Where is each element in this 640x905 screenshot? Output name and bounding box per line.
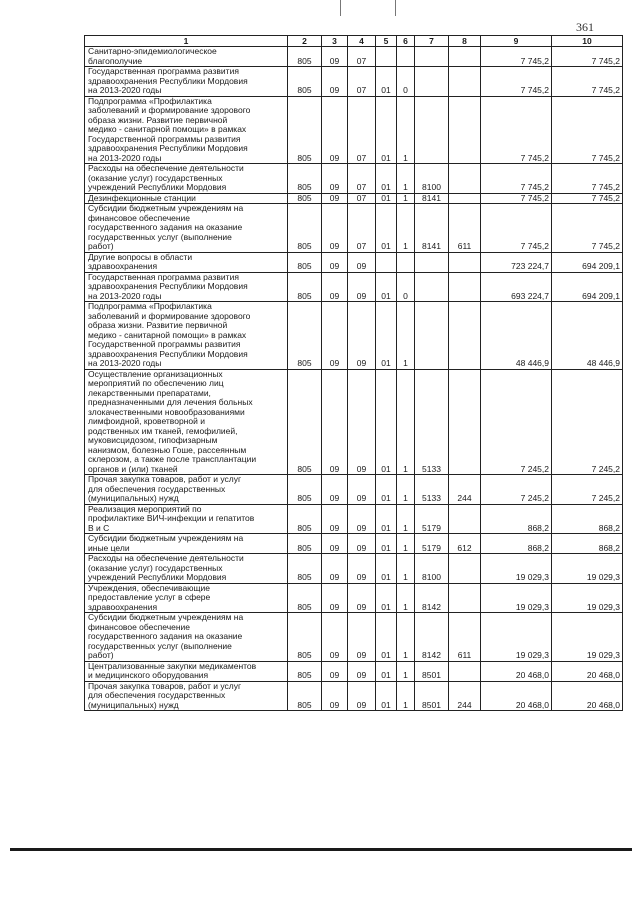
amount-year-2: 20 468,0 [552, 681, 623, 711]
table-row [85, 67, 623, 97]
item-name: Субсидии бюджетным учреждениям на финансовое обеспечение государственного задания на оказание государственных услуг (выполнение работ) [85, 204, 288, 253]
amount-year-2: 868,2 [552, 504, 623, 534]
item-name: Прочая закупка товаров, работ и услуг для обеспечения государственных (муниципальных) нужд [85, 475, 288, 505]
target-article-code: 8501 [415, 681, 449, 711]
subsection-code: 07 [348, 204, 376, 253]
subprogram-code: 1 [397, 504, 415, 534]
section-code: 09 [322, 475, 348, 505]
table-row [85, 193, 623, 204]
target-article-code: 8100 [415, 164, 449, 194]
subsection-code: 09 [348, 554, 376, 584]
department-code: 805 [288, 475, 322, 505]
section-code: 09 [322, 554, 348, 584]
expense-type-code: 244 [449, 681, 481, 711]
table-row [85, 164, 623, 194]
target-article-code [415, 96, 449, 164]
item-name: Другие вопросы в области здравоохранения [85, 252, 288, 272]
section-code: 09 [322, 272, 348, 302]
section-code: 09 [322, 613, 348, 662]
item-name: Расходы на обеспечение деятельности (оказание услуг) государственных учреждений Республики Мордовия [85, 164, 288, 194]
table-row [85, 369, 623, 475]
target-article-code: 8142 [415, 613, 449, 662]
subsection-code: 09 [348, 661, 376, 681]
scan-mark-right [395, 0, 396, 16]
expense-type-code [449, 252, 481, 272]
section-code: 09 [322, 164, 348, 194]
amount-year-1: 868,2 [481, 534, 552, 554]
amount-year-2: 48 446,9 [552, 302, 623, 370]
department-code: 805 [288, 661, 322, 681]
department-code: 805 [288, 302, 322, 370]
expense-type-code [449, 47, 481, 67]
table-row [85, 554, 623, 584]
subsection-code: 07 [348, 67, 376, 97]
table-row [85, 661, 623, 681]
column-header-5: 5 [376, 36, 397, 47]
amount-year-1: 723 224,7 [481, 252, 552, 272]
amount-year-1: 7 745,2 [481, 67, 552, 97]
department-code: 805 [288, 272, 322, 302]
subprogram-code: 1 [397, 661, 415, 681]
item-name: Прочая закупка товаров, работ и услуг для обеспечения государственных (муниципальных) нужд [85, 681, 288, 711]
subprogram-code: 1 [397, 475, 415, 505]
item-name: Государственная программа развития здравоохранения Республики Мордовия на 2013-2020 годы [85, 272, 288, 302]
column-header-3: 3 [322, 36, 348, 47]
target-article-code: 8142 [415, 583, 449, 613]
amount-year-1: 19 029,3 [481, 613, 552, 662]
item-name: Субсидии бюджетным учреждениям на иные цели [85, 534, 288, 554]
subsection-code: 09 [348, 302, 376, 370]
target-article-code: 5179 [415, 504, 449, 534]
subsection-code: 09 [348, 272, 376, 302]
amount-year-1: 7 745,2 [481, 193, 552, 204]
expense-type-code [449, 369, 481, 475]
program-code: 01 [376, 204, 397, 253]
subsection-code: 09 [348, 252, 376, 272]
expense-type-code [449, 96, 481, 164]
expense-type-code [449, 272, 481, 302]
program-code: 01 [376, 583, 397, 613]
subprogram-code: 1 [397, 583, 415, 613]
column-header-9: 9 [481, 36, 552, 47]
table-row [85, 681, 623, 711]
amount-year-2: 7 745,2 [552, 67, 623, 97]
department-code: 805 [288, 554, 322, 584]
table-row [85, 96, 623, 164]
subprogram-code: 1 [397, 369, 415, 475]
amount-year-2: 694 209,1 [552, 252, 623, 272]
subprogram-code: 1 [397, 204, 415, 253]
section-code: 09 [322, 47, 348, 67]
column-header-8: 8 [449, 36, 481, 47]
page-number: 361 [576, 20, 594, 34]
table-row [85, 504, 623, 534]
program-code: 01 [376, 661, 397, 681]
amount-year-1: 48 446,9 [481, 302, 552, 370]
column-header-2: 2 [288, 36, 322, 47]
program-code: 01 [376, 475, 397, 505]
amount-year-1: 7 745,2 [481, 164, 552, 194]
item-name: Расходы на обеспечение деятельности (оказание услуг) государственных учреждений Республики Мордовия [85, 554, 288, 584]
section-code: 09 [322, 67, 348, 97]
table-row [85, 272, 623, 302]
table-body [85, 47, 623, 711]
table-row [85, 613, 623, 662]
item-name: Реализация мероприятий по профилактике ВИЧ-инфекции и гепатитов В и С [85, 504, 288, 534]
section-code: 09 [322, 252, 348, 272]
table-row [85, 475, 623, 505]
amount-year-2: 19 029,3 [552, 583, 623, 613]
department-code: 805 [288, 369, 322, 475]
expense-type-code: 612 [449, 534, 481, 554]
column-header-10: 10 [552, 36, 623, 47]
amount-year-2: 7 745,2 [552, 204, 623, 253]
item-name: Санитарно-эпидемиологическое благополучие [85, 47, 288, 67]
section-code: 09 [322, 534, 348, 554]
subsection-code: 09 [348, 475, 376, 505]
section-code: 09 [322, 193, 348, 204]
target-article-code: 8141 [415, 193, 449, 204]
section-code: 09 [322, 96, 348, 164]
section-code: 09 [322, 661, 348, 681]
program-code: 01 [376, 369, 397, 475]
expense-type-code [449, 554, 481, 584]
amount-year-1: 19 029,3 [481, 554, 552, 584]
section-code: 09 [322, 204, 348, 253]
subsection-code: 07 [348, 47, 376, 67]
subprogram-code: 1 [397, 164, 415, 194]
section-code: 09 [322, 504, 348, 534]
expense-type-code [449, 583, 481, 613]
item-name: Подпрограмма «Профилактика заболеваний и формирование здорового образа жизни. Развитие первичной медико - санитарной помощи» в рамках Государственной программы развития здравоохранения Республики Мордовия на 2013-2020 годы [85, 96, 288, 164]
target-article-code [415, 47, 449, 67]
program-code [376, 47, 397, 67]
subsection-code: 09 [348, 369, 376, 475]
amount-year-1: 7 245,2 [481, 369, 552, 475]
budget-table-container [84, 35, 622, 711]
subsection-code: 09 [348, 613, 376, 662]
program-code [376, 252, 397, 272]
scan-bottom-edge [10, 848, 632, 851]
expense-type-code: 611 [449, 204, 481, 253]
amount-year-2: 868,2 [552, 534, 623, 554]
department-code: 805 [288, 67, 322, 97]
column-header-1: 1 [85, 36, 288, 47]
program-code: 01 [376, 613, 397, 662]
table-row [85, 583, 623, 613]
item-name: Учреждения, обеспечивающие предоставление услуг в сфере здравоохранения [85, 583, 288, 613]
department-code: 805 [288, 96, 322, 164]
expense-type-code [449, 164, 481, 194]
department-code: 805 [288, 583, 322, 613]
expense-type-code [449, 302, 481, 370]
subprogram-code: 1 [397, 554, 415, 584]
amount-year-2: 19 029,3 [552, 613, 623, 662]
table-row [85, 47, 623, 67]
target-article-code: 8141 [415, 204, 449, 253]
item-name: Централизованные закупки медикаментов и медицинского оборудования [85, 661, 288, 681]
amount-year-2: 20 468,0 [552, 661, 623, 681]
program-code: 01 [376, 534, 397, 554]
subprogram-code: 1 [397, 302, 415, 370]
table-row [85, 252, 623, 272]
amount-year-1: 868,2 [481, 504, 552, 534]
subsection-code: 09 [348, 681, 376, 711]
item-name: Государственная программа развития здравоохранения Республики Мордовия на 2013-2020 годы [85, 67, 288, 97]
expense-type-code [449, 504, 481, 534]
table-row [85, 204, 623, 253]
expense-type-code: 611 [449, 613, 481, 662]
amount-year-2: 7 745,2 [552, 193, 623, 204]
table-header-row [85, 36, 623, 47]
subsection-code: 09 [348, 504, 376, 534]
target-article-code: 5133 [415, 369, 449, 475]
program-code: 01 [376, 67, 397, 97]
program-code: 01 [376, 272, 397, 302]
subprogram-code [397, 47, 415, 67]
scan-mark-left [340, 0, 341, 16]
item-name: Субсидии бюджетным учреждениям на финансовое обеспечение государственного задания на оказание государственных услуг (выполнение работ) [85, 613, 288, 662]
subprogram-code: 0 [397, 272, 415, 302]
program-code: 01 [376, 96, 397, 164]
program-code: 01 [376, 554, 397, 584]
target-article-code: 8100 [415, 554, 449, 584]
target-article-code [415, 272, 449, 302]
program-code: 01 [376, 504, 397, 534]
amount-year-2: 19 029,3 [552, 554, 623, 584]
department-code: 805 [288, 47, 322, 67]
amount-year-2: 7 745,2 [552, 47, 623, 67]
expense-type-code [449, 67, 481, 97]
subsection-code: 07 [348, 193, 376, 204]
target-article-code: 5179 [415, 534, 449, 554]
department-code: 805 [288, 613, 322, 662]
department-code: 805 [288, 252, 322, 272]
target-article-code [415, 252, 449, 272]
program-code: 01 [376, 193, 397, 204]
amount-year-1: 7 245,2 [481, 475, 552, 505]
department-code: 805 [288, 534, 322, 554]
amount-year-2: 7 745,2 [552, 96, 623, 164]
subsection-code: 09 [348, 583, 376, 613]
program-code: 01 [376, 164, 397, 194]
column-header-7: 7 [415, 36, 449, 47]
target-article-code [415, 67, 449, 97]
program-code: 01 [376, 302, 397, 370]
department-code: 805 [288, 204, 322, 253]
subprogram-code: 1 [397, 534, 415, 554]
amount-year-1: 7 745,2 [481, 204, 552, 253]
amount-year-2: 7 245,2 [552, 369, 623, 475]
amount-year-2: 694 209,1 [552, 272, 623, 302]
target-article-code [415, 302, 449, 370]
department-code: 805 [288, 164, 322, 194]
section-code: 09 [322, 583, 348, 613]
target-article-code: 8501 [415, 661, 449, 681]
subprogram-code [397, 252, 415, 272]
subsection-code: 09 [348, 534, 376, 554]
subprogram-code: 0 [397, 67, 415, 97]
department-code: 805 [288, 681, 322, 711]
item-name: Подпрограмма «Профилактика заболеваний и формирование здорового образа жизни. Развитие первичной медико - санитарной помощи» в рамках Государственной программы развития здравоохранения Республики Мордовия на 2013-2020 годы [85, 302, 288, 370]
subprogram-code: 1 [397, 613, 415, 662]
section-code: 09 [322, 681, 348, 711]
column-header-6: 6 [397, 36, 415, 47]
budget-table [84, 35, 623, 711]
subprogram-code: 1 [397, 96, 415, 164]
expense-type-code [449, 661, 481, 681]
department-code: 805 [288, 504, 322, 534]
program-code: 01 [376, 681, 397, 711]
item-name: Осуществление организационных мероприятий по обеспечению лиц лекарственными препаратами, предназначенными для лечения больных злокачественными новообразованиями лимфоидной, кроветворной и родственных им тканей, гемофилией, муковисцидозом, гипофизарным нанизмом, болезнью Гоше, рассеянным склерозом, а также после трансплантации органов и (или) тканей [85, 369, 288, 475]
subprogram-code: 1 [397, 193, 415, 204]
department-code: 805 [288, 193, 322, 204]
amount-year-1: 7 745,2 [481, 47, 552, 67]
amount-year-1: 693 224,7 [481, 272, 552, 302]
subprogram-code: 1 [397, 681, 415, 711]
target-article-code: 5133 [415, 475, 449, 505]
amount-year-1: 20 468,0 [481, 681, 552, 711]
amount-year-2: 7 745,2 [552, 164, 623, 194]
section-code: 09 [322, 302, 348, 370]
amount-year-1: 7 745,2 [481, 96, 552, 164]
subsection-code: 07 [348, 96, 376, 164]
table-row [85, 302, 623, 370]
item-name: Дезинфекционные станции [85, 193, 288, 204]
subsection-code: 07 [348, 164, 376, 194]
column-header-4: 4 [348, 36, 376, 47]
amount-year-1: 19 029,3 [481, 583, 552, 613]
section-code: 09 [322, 369, 348, 475]
expense-type-code: 244 [449, 475, 481, 505]
expense-type-code [449, 193, 481, 204]
amount-year-1: 20 468,0 [481, 661, 552, 681]
amount-year-2: 7 245,2 [552, 475, 623, 505]
table-row [85, 534, 623, 554]
